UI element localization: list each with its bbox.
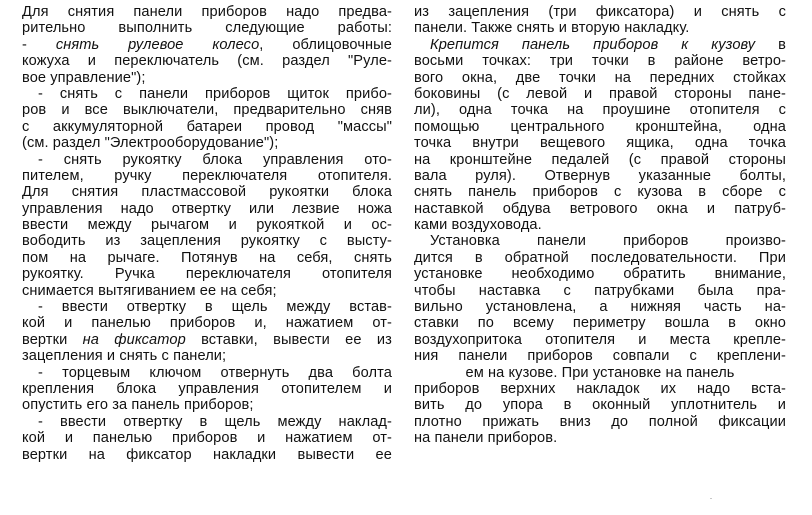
right-column-line: дится в обратной последовательности. При	[414, 249, 786, 266]
right-column-line: вить до упора в оконный уплотнитель и	[414, 397, 786, 414]
left-column-line: зацепления и снять с панели;	[22, 348, 227, 365]
left-column-line: управления надо отвертку или лезвие ножа	[22, 200, 392, 217]
left-column-line: вертки на фиксатор накладки вывести ее	[22, 446, 392, 463]
left-column-line: снимается вытягиванием ее на себя;	[22, 282, 277, 299]
right-column-line: помощью центрального кронштейна, одна	[414, 118, 786, 135]
left-column-line: ввести между рычагом и рукояткой и ос-	[22, 217, 392, 234]
left-column-line: с аккумуляторной батареи провод "массы"	[22, 118, 392, 135]
left-column-line: рукоятку. Ручка переключателя отопителя	[22, 266, 392, 283]
left-column-line: пителем, ручку переключателя отопителя.	[22, 167, 392, 184]
right-column-line: снять панель приборов с кузова в сборе с	[414, 184, 786, 201]
right-column-line: боковины (с левой и правой стороны пане-	[414, 85, 786, 102]
left-text-column	[22, 4, 392, 463]
right-column-line: приборов верхних накладок их надо вста-	[414, 380, 786, 397]
right-column-line: Крепится панель приборов к кузову в	[430, 36, 786, 53]
right-column-line: ставки по всему периметру вошла в окно	[414, 315, 786, 332]
left-column-line: кожуха и переключатель (см. раздел "Руле-	[22, 53, 392, 70]
right-column-line: ния панели приборов совпали с креплени-	[414, 348, 786, 365]
left-column-line: (см. раздел "Электрооборудование");	[22, 135, 279, 152]
left-column-line: Для снятия панели приборов надо предва-	[22, 4, 392, 20]
left-column-line: вертки на фиксатор вставки, вывести ее из	[22, 331, 392, 348]
right-column-line: восьми точках: три точки в районе ветро-	[414, 53, 786, 70]
right-column-line: ли), одна точка на проушине отопителя с	[414, 102, 786, 119]
left-column-line: кой и панелью приборов и нажатием от-	[22, 430, 392, 447]
right-column-line: плотно прижать вниз до полной фиксации	[414, 413, 786, 430]
right-column-line: ками воздуховода.	[414, 217, 542, 234]
right-column-line: из зацепления (три фиксатора) и снять с	[414, 4, 786, 20]
right-column-line: воздухопритока отопителя и места крепле-	[414, 331, 786, 348]
left-column-line: - снять рукоятку блока управления ото-	[38, 151, 392, 168]
right-text-column	[414, 4, 786, 447]
right-column-line: ем на кузове. При установке на панель	[465, 364, 735, 381]
right-column-line: установке необходимо обратить внимание,	[414, 266, 786, 283]
right-column-line: вала руля). Отвернув указанные болты,	[414, 167, 786, 184]
right-column-line: Установка панели приборов произво-	[430, 233, 786, 250]
left-column-line: - ввести отвертку в щель между встав-	[38, 299, 392, 316]
left-column-line: опустить его за панель приборов;	[22, 397, 254, 414]
right-column-line: вого окна, две точки на передних стойках	[414, 69, 786, 86]
left-column-line: кой и панелью приборов и, нажатием от-	[22, 315, 392, 332]
right-column-line: точка внутри вещевого ящика, одна точка	[414, 135, 786, 152]
left-column-line: ров и все выключатели, предварительно сняв	[22, 102, 392, 119]
right-column-line: вильно установлена, а нижняя часть на-	[414, 299, 786, 316]
right-column-line: на кронштейне педалей (с правой стороны	[414, 151, 786, 168]
left-column-line: - торцевым ключом отвернуть два болта	[38, 364, 392, 381]
left-column-line: вободить из зацепления рукоятку с высту-	[22, 233, 392, 250]
right-column-line: чтобы наставка с патрубками была пра-	[414, 282, 786, 299]
right-column-line: на панели приборов.	[414, 430, 558, 447]
left-column-line: рительно выполнить следующие работы:	[22, 20, 392, 37]
scan-speck	[710, 498, 712, 499]
left-column-line: Для снятия пластмассовой рукоятки блока	[22, 184, 392, 201]
left-column-line: крепления блока управления отопителем и	[22, 380, 392, 397]
right-column-line: панели. Также снять и вторую накладку.	[414, 20, 690, 37]
left-column-line: пом на рычаге. Потянув на себя, снять	[22, 249, 392, 266]
left-column-line: - ввести отвертку в щель между наклад-	[38, 413, 392, 430]
right-column-line: наставкой обдува ветрового окна и патруб-	[414, 200, 786, 217]
left-column-line: - снять рулевое колесо, облицовочные	[22, 36, 392, 53]
left-column-line: - снять с панели приборов щиток прибо-	[38, 85, 392, 102]
left-column-line: вое управление");	[22, 69, 146, 86]
